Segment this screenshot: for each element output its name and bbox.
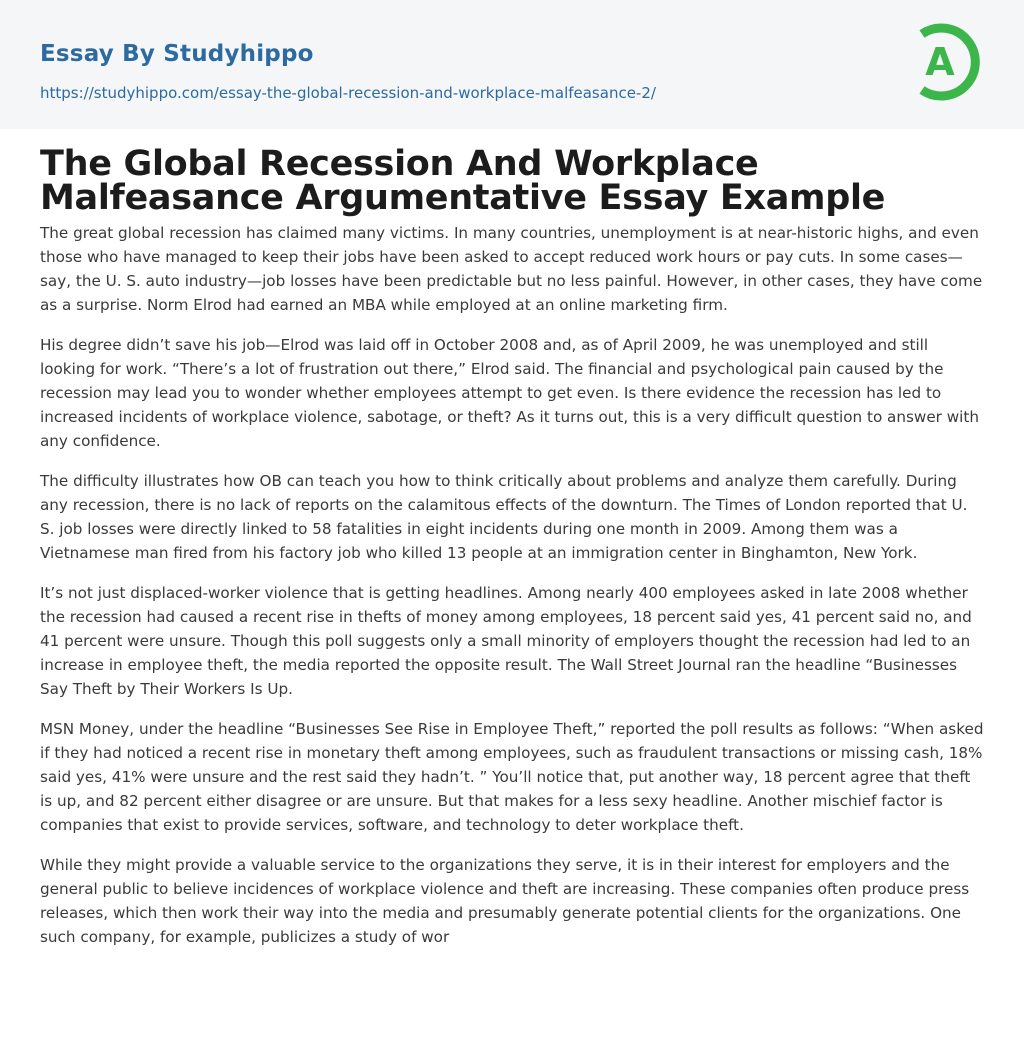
paragraph: The great global recession has claimed many victims. In many countries, unemployment is at near-historic highs, and even those who have managed to keep their jobs have been asked to accept reduced work hours or pay cuts. In some cases—say, the U. S. auto industry—job losses have been predictable but no less painful. However, in other cases, they have come as a surprise. Norm Elrod had earned an MBA while employed at an online marketing firm. xyxy=(40,224,983,314)
article-body xyxy=(0,129,1024,949)
paragraph: The difficulty illustrates how OB can teach you how to think critically about problems and analyze them carefully. During any recession, there is no lack of reports on the calamitous effects of the downturn. The Times of London reported that U. S. job losses were directly linked to 58 fatalities in eight incidents during one month in 2009. Among them was a Vietnamese man fired from his factory job who killed 13 people at an immigration center in Binghamton, New York. xyxy=(40,472,968,562)
page-title: The Global Recession And Workplace Malfeasance Argumentative Essay Example xyxy=(40,144,886,218)
site-header xyxy=(0,0,1024,129)
studyhippo-logo-icon[interactable] xyxy=(912,18,986,106)
paragraph: It’s not just displaced-worker violence that is getting headlines. Among nearly 400 employees asked in late 2008 whether the recession had caused a recent rise in thefts of money among employees, 18 percent said yes, 41 percent said no, and 41 percent were unsure. Though this poll suggests only a small minority of employers thought the recession had led to an increase in employee theft, the media reported the opposite result. The Wall Street Journal ran the headline “Businesses Say Theft by Their Workers Is Up. xyxy=(40,584,972,698)
paragraph: His degree didn’t save his job—Elrod was laid off in October 2008 and, as of April 2009, he was unemployed and still looking for work. “There’s a lot of frustration out there,” Elrod said. The financial and psychological pain caused by the recession may lead you to wonder whether employees attempt to get even. Is there evidence the recession has led to increased incidents of workplace violence, sabotage, or theft? As it turns out, this is a very difficult question to answer with any confidence. xyxy=(40,336,979,450)
paragraph: While they might provide a valuable service to the organizations they serve, it is in their interest for employers and the general public to believe incidences of workplace violence and theft are increasing. These companies often produce press releases, which then work their way into the media and presumably generate potential clients for the organizations. One such company, for example, publicizes a study of wor xyxy=(40,856,970,946)
paragraph: MSN Money, under the headline “Businesses See Rise in Employee Theft,” reported the poll results as follows: “When asked if they had noticed a recent rise in monetary theft among employees, such as fraudulent transactions or missing cash, 18% said yes, 41% were unsure and the rest said they hadn’t. ” You’ll notice that, put another way, 18 percent agree that theft is up, and 82 percent either disagree or are unsure. But that makes for a less sexy headline. Another mischief factor is companies that exist to provide services, software, and technology to deter workplace theft. xyxy=(40,720,984,834)
essay-url-link[interactable]: https://studyhippo.com/essay-the-global-recession-and-workplace-malfeasance-2/ xyxy=(40,84,656,102)
logo-letter: A xyxy=(925,40,955,84)
brand-name[interactable]: Essay By Studyhippo xyxy=(40,41,314,67)
